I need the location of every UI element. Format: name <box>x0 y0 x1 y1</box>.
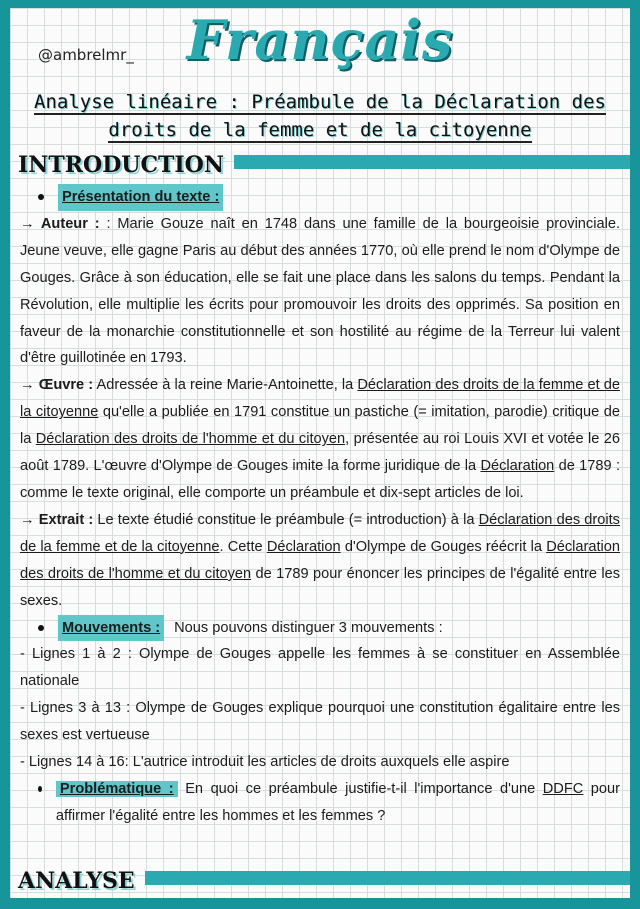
oeuvre-label: → Œuvre : <box>20 377 94 394</box>
mouvements-bullet <box>38 615 620 642</box>
page-title: Français <box>186 8 454 72</box>
extrait-underline-3: Déclaration des droits de l'homme et du citoyen <box>20 538 621 582</box>
oeuvre-underline-1: Déclaration des droits de la femme et de la citoyenne <box>20 377 620 421</box>
problematique-text-2: pour affirmer l'égalité entre les hommes et les femmes ? <box>55 780 621 824</box>
introduction-header <box>18 152 630 178</box>
oeuvre-text-4: de 1789 : comme le texte original, elle comporte un préambule et dix-sept articles de loi. <box>20 458 620 501</box>
bullet-dot-icon <box>38 786 42 792</box>
auteur-label: → Auteur : <box>20 215 100 232</box>
mouvements-text: Nous pouvons distinguer 3 mouvements : <box>174 619 443 636</box>
auteur-text: : Marie Gouze naît en 1748 dans une famille de la bourgeoisie provinciale. Jeune veuve, elle gagne Paris au début des années 1770, où elle prend le nom d'Olympe de Gouges. Grâce à son éducation, elle se fait une place dans les salons du temps. Pendant la Révolution, elle multiplie les écrits pour promouvoir les droits des opprimés. Sa position en faveur de la monarchie constitutionnelle et son hostilité au régime de la Terreur lui valent d'être guillotinée en 1793. <box>20 215 620 367</box>
extrait-underline-2: Déclaration <box>266 538 341 555</box>
notes-sheet <box>10 8 630 898</box>
extrait-text-2: . Cette <box>219 538 267 555</box>
introduction-heading: INTRODUCTION <box>18 152 224 178</box>
presentation-label: Présentation du texte : <box>58 184 223 211</box>
presentation-bullet <box>38 184 620 211</box>
mouvement-item: - Lignes 14 à 16: L'autrice introduit les articles de droits auxquels elle aspire <box>20 754 510 771</box>
oeuvre-text-3: , présentée au roi Louis XVI et votée le 26 août 1789. L'œuvre d'Olympe de Gouges imite la forme juridique de la <box>20 431 621 475</box>
extrait-label: → Extrait : <box>20 511 94 528</box>
analyse-header <box>18 868 630 894</box>
oeuvre-text-1: Adressée à la reine Marie-Antoinette, la <box>93 377 358 394</box>
bullet-dot-icon <box>38 194 44 200</box>
analyse-bar <box>145 871 630 885</box>
oeuvre-text-2: qu'elle a publiée en 1791 constitue un pastiche (= imitation, parodie) critique de la <box>20 404 620 448</box>
oeuvre-underline-2: Déclaration des droits de l'homme et du citoyen <box>35 431 346 448</box>
problematique-bullet <box>38 776 620 830</box>
mouvements-label: Mouvements : <box>58 615 164 642</box>
introduction-bar <box>234 155 630 169</box>
extrait-paragraph <box>20 507 620 615</box>
problematique-underline: DDFC <box>542 780 584 797</box>
extrait-underline-1: Déclaration des droits de la femme et de la citoyenne <box>20 511 620 555</box>
subtitle-prefix: Analyse linéaire : Préambule de la <box>34 91 435 113</box>
mouvement-item: - Lignes 3 à 13 : Olympe de Gouges explique pourquoi une constitution égalitaire entre les sexes est vertueuse <box>20 700 620 744</box>
extrait-text-3: d'Olympe de Gouges réécrit la <box>340 538 547 555</box>
problematique-label: Problématique : <box>56 781 178 797</box>
bullet-dot-icon <box>38 625 44 631</box>
introduction-body <box>20 184 620 830</box>
extrait-text-4: de 1789 pour énoncer les principes de l'égalité entre les sexes. <box>20 565 620 609</box>
oeuvre-paragraph <box>20 372 620 507</box>
auteur-paragraph <box>20 211 620 372</box>
oeuvre-underline-3: Déclaration <box>480 458 555 475</box>
problematique-text: En quoi ce préambule justifie-t-il l'importance d'une <box>185 780 543 797</box>
analyse-heading: ANALYSE <box>18 868 135 894</box>
problematique-block <box>56 776 620 830</box>
extrait-text-1: Le texte étudié constitue le préambule (= introduction) à la <box>93 511 479 528</box>
page-subtitle <box>26 88 614 144</box>
subtitle-underlined: Déclaration des droits de la femme et de la citoyenne <box>108 91 606 141</box>
author-handle: @ambrelmr_ <box>38 46 134 64</box>
mouvement-item: - Lignes 1 à 2 : Olympe de Gouges appelle les femmes à se constituer en Assemblée nationale <box>20 646 620 690</box>
